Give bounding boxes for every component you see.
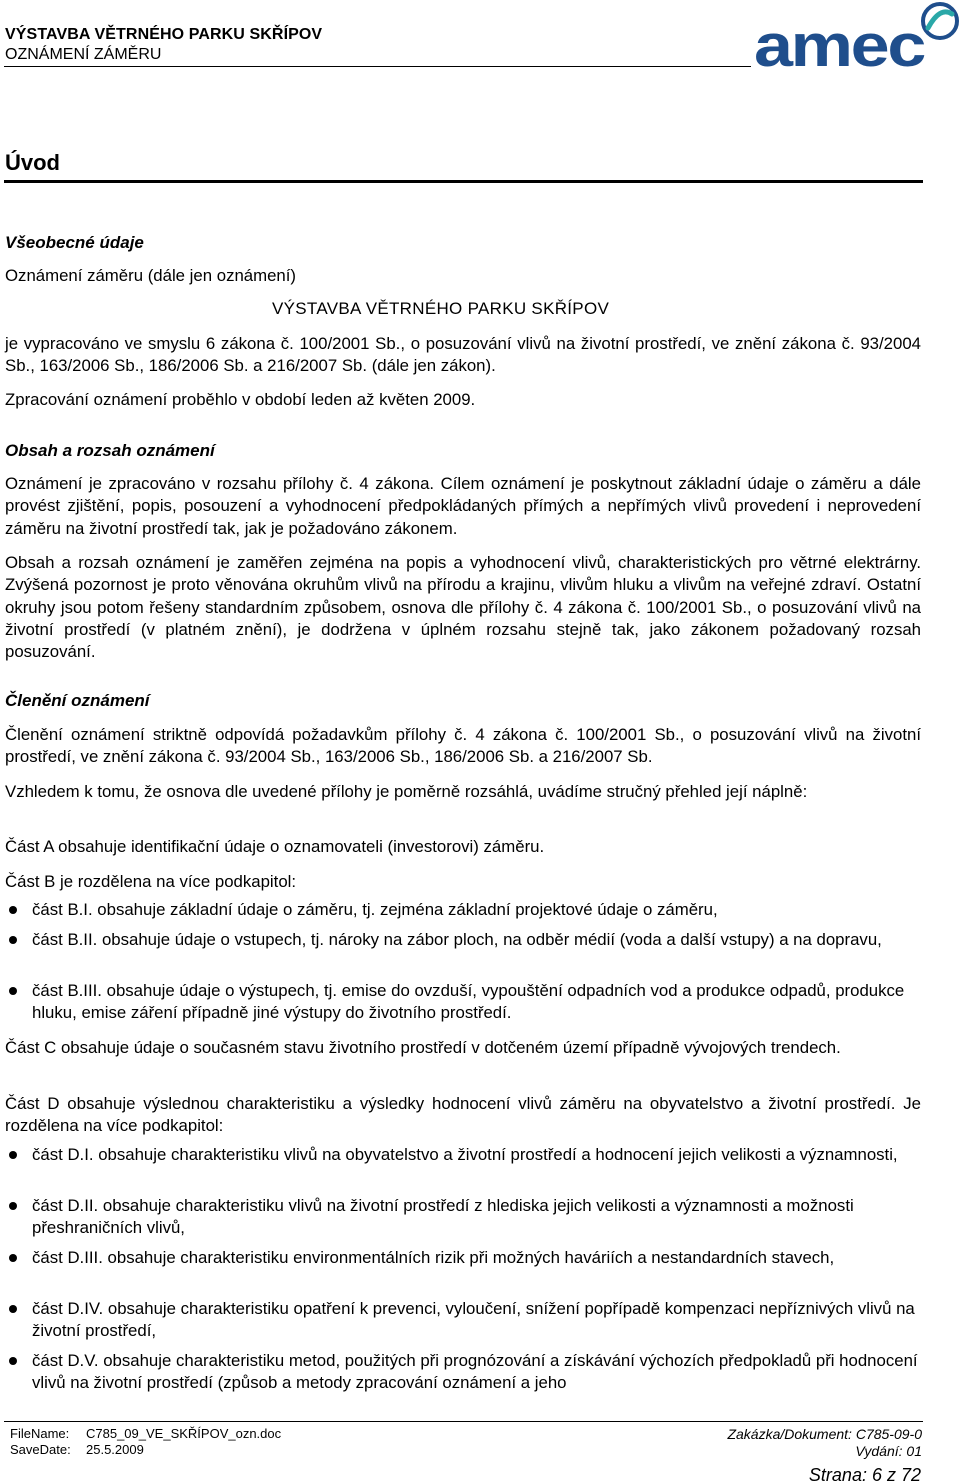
list-item-b1: část B.I. obsahuje základní údaje o záměru, tj. zejména základní projektové údaje o záměru,	[32, 900, 718, 919]
list-item-d4: část D.IV. obsahuje charakteristiku opatření k prevenci, vyloučení, snížení popřípadě kompenzaci nepříznivých vlivů na životní prostředí,	[32, 1299, 915, 1341]
bullet-icon	[9, 1357, 17, 1365]
header-divider	[4, 66, 751, 67]
list-item-d1: část D.I. obsahuje charakteristiku vlivů na obyvatelstvo a životní prostředí a hodnocení jejich velikosti a významnosti,	[32, 1145, 898, 1164]
list-item-d2: část D.II. obsahuje charakteristiku vlivů na životní prostředí z hlediska jejich velikosti a významnosti a možnosti přeshraničních vlivů,	[32, 1196, 854, 1238]
general-paragraph-2: Zpracování oznámení proběhlo v období leden až květen 2009.	[5, 390, 476, 409]
structure-paragraph-1: Členění oznámení striktně odpovídá požadavkům přílohy č. 4 zákona č. 100/2001 Sb., o posuzování vlivů na životní prostředí, ve znění zákona č. 93/2004 Sb., 163/2006 Sb., 186/2006 Sb. a 216/2007 Sb.	[5, 725, 921, 767]
bullet-icon	[9, 987, 17, 995]
footer-savedate: 25.5.2009	[86, 1442, 144, 1457]
part-a-text: Část A obsahuje identifikační údaje o oznamovateli (investorovi) záměru.	[5, 837, 545, 856]
list-item-d5: část D.V. obsahuje charakteristiku metod, použitých při prognózování a získávání výchozích předpokladů při hodnocení vlivů na životní prostředí (způsob a metody zpracování oznámení a jeho	[32, 1351, 918, 1393]
footer-savedate-label: SaveDate:	[10, 1442, 71, 1457]
part-b-text: Část B je rozdělena na více podkapitol:	[5, 872, 297, 891]
bullet-icon	[9, 1151, 17, 1159]
bullet-icon	[9, 936, 17, 944]
footer-divider	[4, 1421, 923, 1422]
footer-page-number: Strana: 6 z 72	[808, 1465, 921, 1484]
heading-scope: Obsah a rozsah oznámení	[5, 441, 215, 460]
list-item-b2: část B.II. obsahuje údaje o vstupech, tj. nároky na zábor ploch, na odběr médií (voda a další vstupy) a na dopravu,	[32, 930, 882, 949]
bullet-icon	[9, 1202, 17, 1210]
section-title-rule	[4, 180, 923, 183]
scope-paragraph-2: Obsah a rozsah oznámení je zaměřen zejména na popis a vyhodnocení vlivů, charakteristických pro větrné elektrárny. Zvýšená pozornost je proto věnována okruhům vlivů na přírodu a krajinu, vlivům hluku a vlivům na veřejné zdraví. Ostatní okruhy jsou potom řešeny standardním způsobem, osnova dle přílohy č. 4 zákona č. 100/2001 Sb., o posuzování vlivů na životní prostředí (v platném znění), je dodržena v úplném rozsahu stejně tak, jako zákonem požadovaný rozsah posuzování.	[5, 553, 921, 662]
heading-structure: Členění oznámení	[5, 691, 150, 710]
document-header-subtitle: OZNÁMENÍ ZÁMĚRU	[5, 46, 162, 63]
general-intro: Oznámení záměru (dále jen oznámení)	[5, 266, 297, 285]
amec-logo-text: amec	[754, 12, 925, 70]
footer-edition: Vydání: 01	[855, 1443, 922, 1459]
general-paragraph-1: je vypracováno ve smyslu 6 zákona č. 100/2001 Sb., o posuzování vlivů na životní prostředí, ve znění zákona č. 93/2004 Sb., 163/2006 Sb., 186/2006 Sb. a 216/2007 Sb. (dále jen zákon).	[5, 334, 921, 376]
bullet-icon	[9, 1305, 17, 1313]
amec-logo	[752, 0, 960, 70]
heading-general: Všeobecné údaje	[5, 233, 144, 252]
structure-paragraph-2: Vzhledem k tomu, že osnova dle uvedené přílohy je poměrně rozsáhlá, uvádíme stručný přehled její náplně:	[5, 782, 808, 801]
list-item-d3: část D.III. obsahuje charakteristiku environmentálních rizik při možných haváriích a nestandardních stavech,	[32, 1248, 835, 1267]
project-name: VÝSTAVBA VĚTRNÉHO PARKU SKŘÍPOV	[272, 299, 610, 318]
list-item-b3: část B.III. obsahuje údaje o výstupech, tj. emise do ovzduší, vypouštění odpadních vod a produkce odpadů, produkce hluku, emise záření případně jiné výstupy do životního prostředí.	[32, 981, 905, 1023]
scope-paragraph-1: Oznámení je zpracováno v rozsahu přílohy č. 4 zákona. Cílem oznámení je poskytnout základní údaje o záměru a dále provést zjištění, popis, posouzení a vyhodnocení předpokládaných přímých a nepřímých vlivů provedení i neprovedení záměru na životní prostředí tak, jak je požadováno zákonem.	[5, 474, 921, 538]
footer-filename-label: FileName:	[10, 1426, 70, 1441]
document-header-title: VÝSTAVBA VĚTRNÉHO PARKU SKŘÍPOV	[5, 26, 323, 43]
footer-filename: C785_09_VE_SKŘÍPOV_ozn.doc	[86, 1426, 282, 1441]
part-c-text: Část C obsahuje údaje o současném stavu životního prostředí v dotčeném území případně vývojových trendech.	[5, 1038, 841, 1057]
section-title: Úvod	[5, 150, 60, 175]
footer-contract: Zakázka/Dokument: C785-09-0	[727, 1426, 922, 1442]
part-d-text: Část D obsahuje výslednou charakteristiku a výsledky hodnocení vlivů záměru na obyvatelstvo a životní prostředí. Je rozdělena na více podkapitol:	[5, 1094, 921, 1136]
bullet-icon	[9, 1254, 17, 1262]
bullet-icon	[9, 906, 17, 914]
